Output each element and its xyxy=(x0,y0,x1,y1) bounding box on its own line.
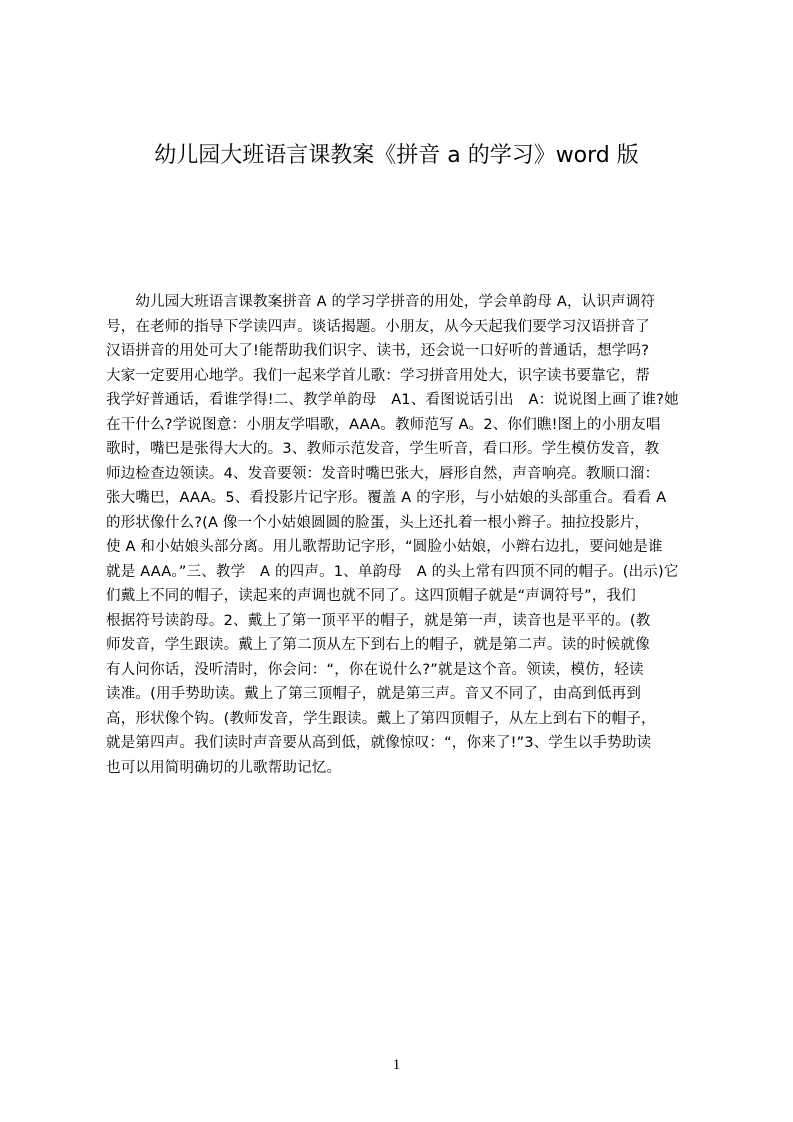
body-line: 读准。(用手势助读。戴上了第三顶帽子，就是第三声。音又不同了，由高到低再到 xyxy=(106,686,642,702)
body-line: 有人问你话，没听清时，你会问：“，你在说什么?”就是这个音。领读，模仿，轻读 xyxy=(106,661,644,678)
body-line: 我学好普通话，看谁学得!二、教学单韵母 A1、看图说话引出 A：说说图上画了谁?她 xyxy=(106,392,679,408)
body-line: 号，在老师的指导下学读四声。谈话揭题。小朋友，从今天起我们要学习汉语拼音了 xyxy=(106,318,650,335)
document-body xyxy=(106,290,708,780)
body-line: 高，形状像个钩。(教师发音，学生跟读。戴上了第四顶帽子，从左上到右下的帽子， xyxy=(106,710,656,727)
body-line: 汉语拼音的用处可大了!能帮助我们识字、读书，还会说一口好听的普通话，想学吗? xyxy=(106,343,650,359)
body-line: 就是第四声。我们读时声音要从高到低，就像惊叹：“，你来了!”3、学生以手势助读 xyxy=(106,735,652,751)
body-line: 张大嘴巴，AAA。5、看投影片记字形。覆盖 A 的字形，与小姑娘的头部重合。看看 A xyxy=(106,490,667,506)
body-line: 的形状像什么?(A 像一个小姑娘圆圆的脸蛋，头上还扎着一根小辫子。抽拉投影片， xyxy=(106,514,650,531)
body-line: 歌时，嘴巴是张得大大的。3、教师示范发音，学生听音，看口形。学生模仿发音，教 xyxy=(106,441,660,457)
body-line: 大家一定要用心地学。我们一起来学首儿歌：学习拼音用处大，识字读书要靠它，帮 xyxy=(106,367,650,384)
page-number: 1 xyxy=(392,1057,401,1073)
body-line: 也可以用简明确切的儿歌帮助记忆。 xyxy=(106,759,342,776)
body-line: 在干什么?学说图意：小朋友学唱歌，AAA。教师范写 A。2、你们瞧!图上的小朋友唱 xyxy=(106,416,661,433)
document-title: 幼儿园大班语言课教案《拼音 a 的学习》word 版 xyxy=(154,143,639,168)
body-line: 根据符号读韵母。2、戴上了第一顶平平的帽子，就是第一声，读音也是平平的。(教 xyxy=(106,612,651,629)
body-line: 就是 AAA。”三、教学 A 的四声。1、单韵母 A 的头上常有四顶不同的帽子。(出示)它 xyxy=(106,563,679,580)
body-line: 师边检查边领读。4、发音要领：发音时嘴巴张大，唇形自然，声音响亮。教顺口溜： xyxy=(106,465,660,482)
body-line: 使 A 和小姑娘头部分离。用儿歌帮助记字形，“圆脸小姑娘，小辫右边扎，要问她是谁 xyxy=(106,539,663,555)
body-line: 师发音，学生跟读。戴上了第二顶从左下到右上的帽子，就是第二声。读的时候就像 xyxy=(106,637,650,653)
body-line: 幼儿园大班语言课教案拼音 A 的学习学拼音的用处，学会单韵母 A，认识声调符 xyxy=(106,294,656,310)
body-line: 们戴上不同的帽子，读起来的声调也就不同了。这四顶帽子就是“声调符号”，我们 xyxy=(106,588,636,604)
